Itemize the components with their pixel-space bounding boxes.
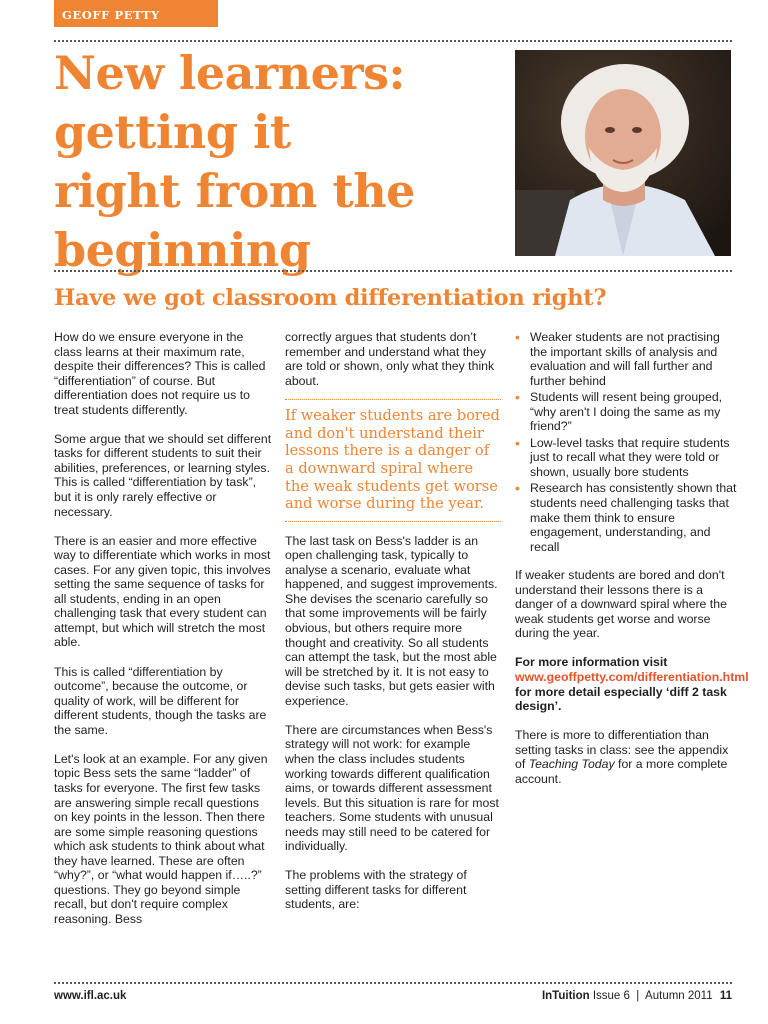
headline-line: New learners: bbox=[54, 46, 406, 100]
paragraph: How do we ensure everyone in the class learns at their maximum rate, despite their differences? This is called “differentiation” of course. But differentiation does not require us to treat students differently. bbox=[54, 330, 266, 417]
paragraph: There is an easier and more effective way to differentiate which works in most cases. For any given topic, this involves setting the same sequence of tasks for all students, ending in an open challenging task that every student can attempt, but which will stretch the most able. bbox=[54, 533, 271, 650]
paragraph: If weaker students are bored and don't understand their lessons there is a danger of a downward spiral where the weak students get worse and worse during the year. bbox=[515, 568, 727, 641]
paragraph: The problems with the strategy of setting different tasks for different students, are: bbox=[285, 868, 467, 912]
book-title: Teaching Today bbox=[528, 757, 615, 772]
author-photo bbox=[515, 50, 731, 256]
headline-line: right from the bbox=[54, 164, 415, 218]
top-divider bbox=[54, 40, 732, 42]
author-portrait-image bbox=[515, 50, 731, 256]
list-item: • Low-level tasks that require students just to recall what they were told or shown, usually bore students bbox=[515, 436, 737, 480]
column-3 bbox=[515, 330, 749, 801]
magazine-name: InTuition bbox=[541, 990, 590, 1002]
paragraph bbox=[515, 728, 737, 786]
list-item: • Research has consistently shown that students need challenging tasks that make them think to ensure engagement, understanding, and recall bbox=[515, 481, 737, 554]
more-info-tail: for more detail especially ‘diff 2 task design’. bbox=[515, 684, 727, 714]
text: There is more to differentiation than setting tasks in class: see the appendix of bbox=[515, 728, 729, 772]
footer-issue-info bbox=[542, 990, 732, 1002]
list-item: • Students will resent being grouped, “why aren't I doing the same as my friend?” bbox=[515, 390, 737, 434]
footer-divider bbox=[54, 982, 732, 984]
issue-info: Issue 6 | Autumn 2011 bbox=[592, 990, 713, 1002]
column-2 bbox=[285, 330, 501, 927]
more-info-link[interactable]: www.geoffpetty.com/differentiation.html bbox=[515, 670, 749, 685]
paragraph: There are circumstances when Bess's strategy will not work: for example when the class includes students working towards different qualification aims, or towards different assessment levels. But this situation is rare for most teachers. Some students with unusual needs may still need to be catered for individually. bbox=[285, 722, 499, 854]
paragraph: This is called “differentiation by outcome”, because the outcome, or quality of work, will be different for different students, though the tasks are the same. bbox=[54, 664, 267, 737]
column-1 bbox=[54, 330, 274, 941]
paragraph: The last task on Bess's ladder is an open challenging task, typically to analyse a scenario, evaluate what happened, and suggest improvements. She devises the scenario carefully so that some improvements will be fairly obvious, but others require more thought and creativity. So all students can attempt the task, but the most able will be stretched by it. It is not easy to devise such tasks, but gets easier with experience. bbox=[285, 533, 498, 708]
author-tab: GEOFF PETTY bbox=[54, 0, 218, 27]
paragraph: correctly argues that students don’t remember and understand what they are told or shown, only what they think about. bbox=[285, 330, 495, 388]
text: for a more complete account. bbox=[515, 757, 728, 786]
subheadline: Have we got classroom differentiation right? bbox=[54, 285, 607, 311]
more-info-paragraph bbox=[515, 655, 749, 714]
more-info-lead: For more information visit bbox=[515, 655, 668, 670]
headline-divider bbox=[54, 270, 732, 272]
problems-list bbox=[515, 330, 737, 554]
headline-line: beginning bbox=[54, 223, 311, 277]
headline-line: getting it bbox=[54, 105, 291, 159]
footer-url[interactable]: www.ifl.ac.uk bbox=[54, 990, 127, 1002]
pull-quote: If weaker students are bored and don't understand their lessons there is a danger of a downward spiral where the weak students get worse and worse during the year. bbox=[285, 399, 501, 522]
headline bbox=[54, 44, 509, 280]
paragraph: Some argue that we should set different tasks for different students to suit their abilities, preferences, or learning styles. This is called “differentiation by task”, but it is only rarely effective or necessary. bbox=[54, 431, 272, 519]
page-number: 11 bbox=[719, 990, 732, 1002]
list-item: • Weaker students are not practising the important skills of analysis and evaluation and will fall further and further behind bbox=[515, 330, 737, 388]
paragraph: Let's look at an example. For any given topic Bess sets the same “ladder” of tasks for everyone. The first few tasks are answering simple recall questions on key points in the lesson. Then there are some simple reasoning questions which ask students to think about what they have learned. These are often “why?”, or “what would happen if…..?” questions. They go beyond simple recall, but don't require complex reasoning. Bess bbox=[54, 751, 268, 926]
